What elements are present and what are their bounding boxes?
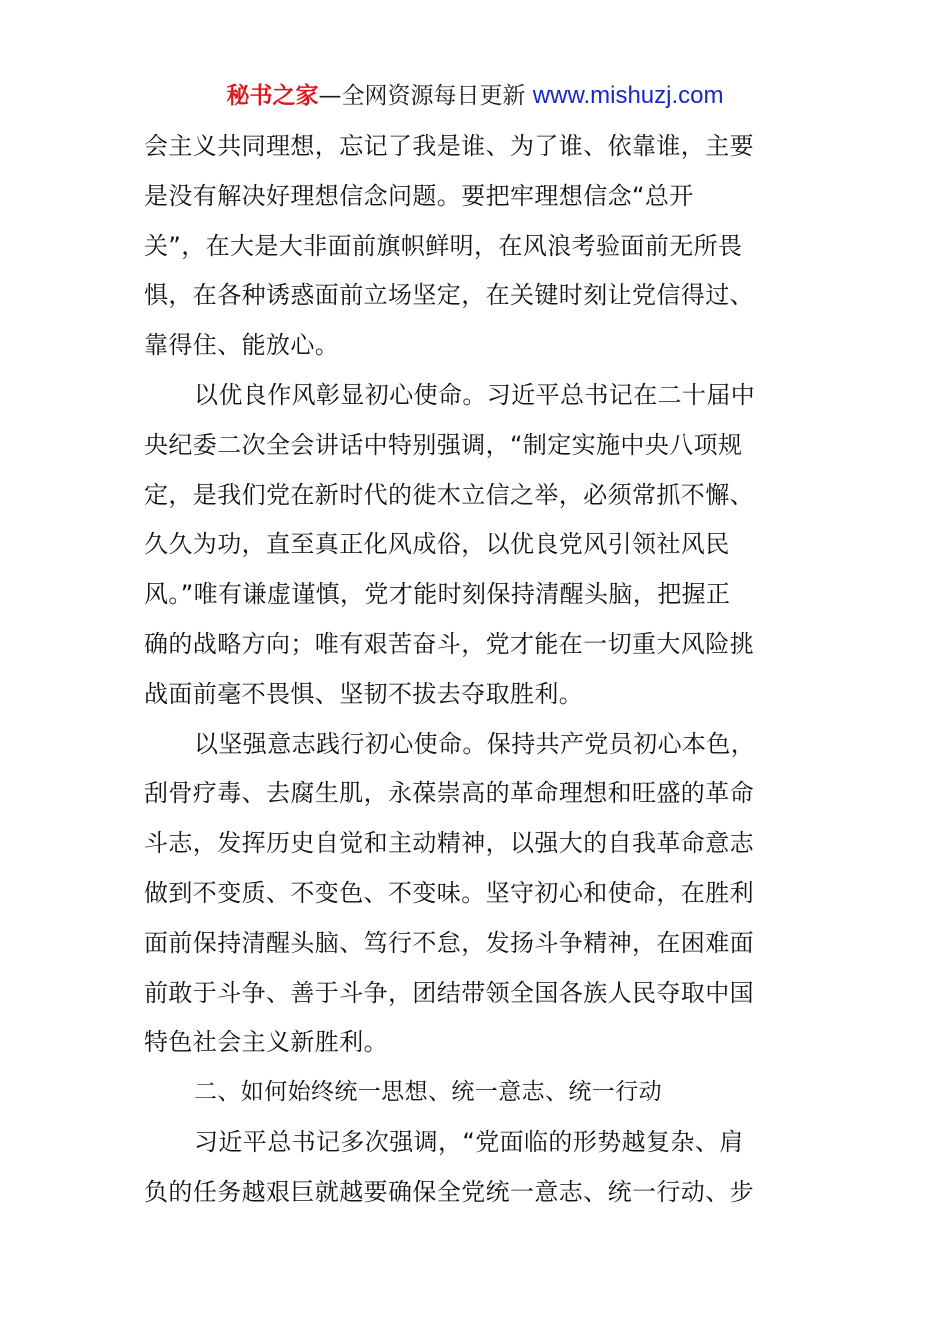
text-line: 关”，在大是大非面前旗帜鲜明，在风浪考验面前无所畏 <box>144 231 743 260</box>
document-body <box>144 122 810 1218</box>
text-line: 央纪委二次全会讲话中特别强调，“制定实施中央八项规 <box>144 430 743 459</box>
text-line: 定，是我们党在新时代的徙木立信之举，必须常抓不懈、 <box>144 480 754 509</box>
text-line: 刮骨疗毒、去腐生肌，永葆崇高的革命理想和旺盛的革命 <box>144 779 754 808</box>
text-line: 做到不变质、不变色、不变味。坚守初心和使命，在胜利 <box>144 878 754 907</box>
text-line: 负的任务越艰巨就越要确保全党统一意志、统一行动、步 <box>144 1177 754 1206</box>
text-line: 斗志，发挥历史自觉和主动精神，以强大的自我革命意志 <box>144 829 754 858</box>
text-line: 是没有解决好理想信念问题。要把牢理想信念“总开 <box>144 181 694 210</box>
text-line: 惧，在各种诱惑面前立场坚定，在关键时刻让党信得过、 <box>144 281 754 310</box>
text-line: 战面前毫不畏惧、坚韧不拔去夺取胜利。 <box>144 679 584 708</box>
text-line: 靠得住、能放心。 <box>144 331 340 360</box>
site-url-link[interactable]: www.mishuzj.com <box>532 82 724 109</box>
paragraph-start-line: 以优良作风彰显初心使命。习近平总书记在二十届中 <box>194 380 756 409</box>
site-brand: 秘书之家 <box>226 83 319 109</box>
site-tagline: —全网资源每日更新 <box>318 83 526 109</box>
section-heading: 二、如何始终统一思想、统一意志、统一行动 <box>194 1079 662 1106</box>
text-line: 确的战略方向；唯有艰苦奋斗，党才能在一切重大风险挑 <box>144 629 754 658</box>
site-header <box>0 80 950 112</box>
paragraph-start-line: 以坚强意志践行初心使命。保持共产党员初心本色， <box>194 729 756 758</box>
text-line: 特色社会主义新胜利。 <box>144 1028 388 1057</box>
text-line: 久久为功，直至真正化风成俗，以优良党风引领社风民 <box>144 530 730 559</box>
text-line: 前敢于斗争、善于斗争，团结带领全国各族人民夺取中国 <box>144 978 754 1007</box>
text-line: 会主义共同理想，忘记了我是谁、为了谁、依靠谁，主要 <box>144 132 754 160</box>
text-line: 风。”唯有谦虚谨慎，党才能时刻保持清醒头脑，把握正 <box>144 580 731 609</box>
paragraph-start-line: 习近平总书记多次强调，“党面临的形势越复杂、肩 <box>194 1127 744 1156</box>
text-line: 面前保持清醒头脑、笃行不怠，发扬斗争精神，在困难面 <box>144 928 754 957</box>
